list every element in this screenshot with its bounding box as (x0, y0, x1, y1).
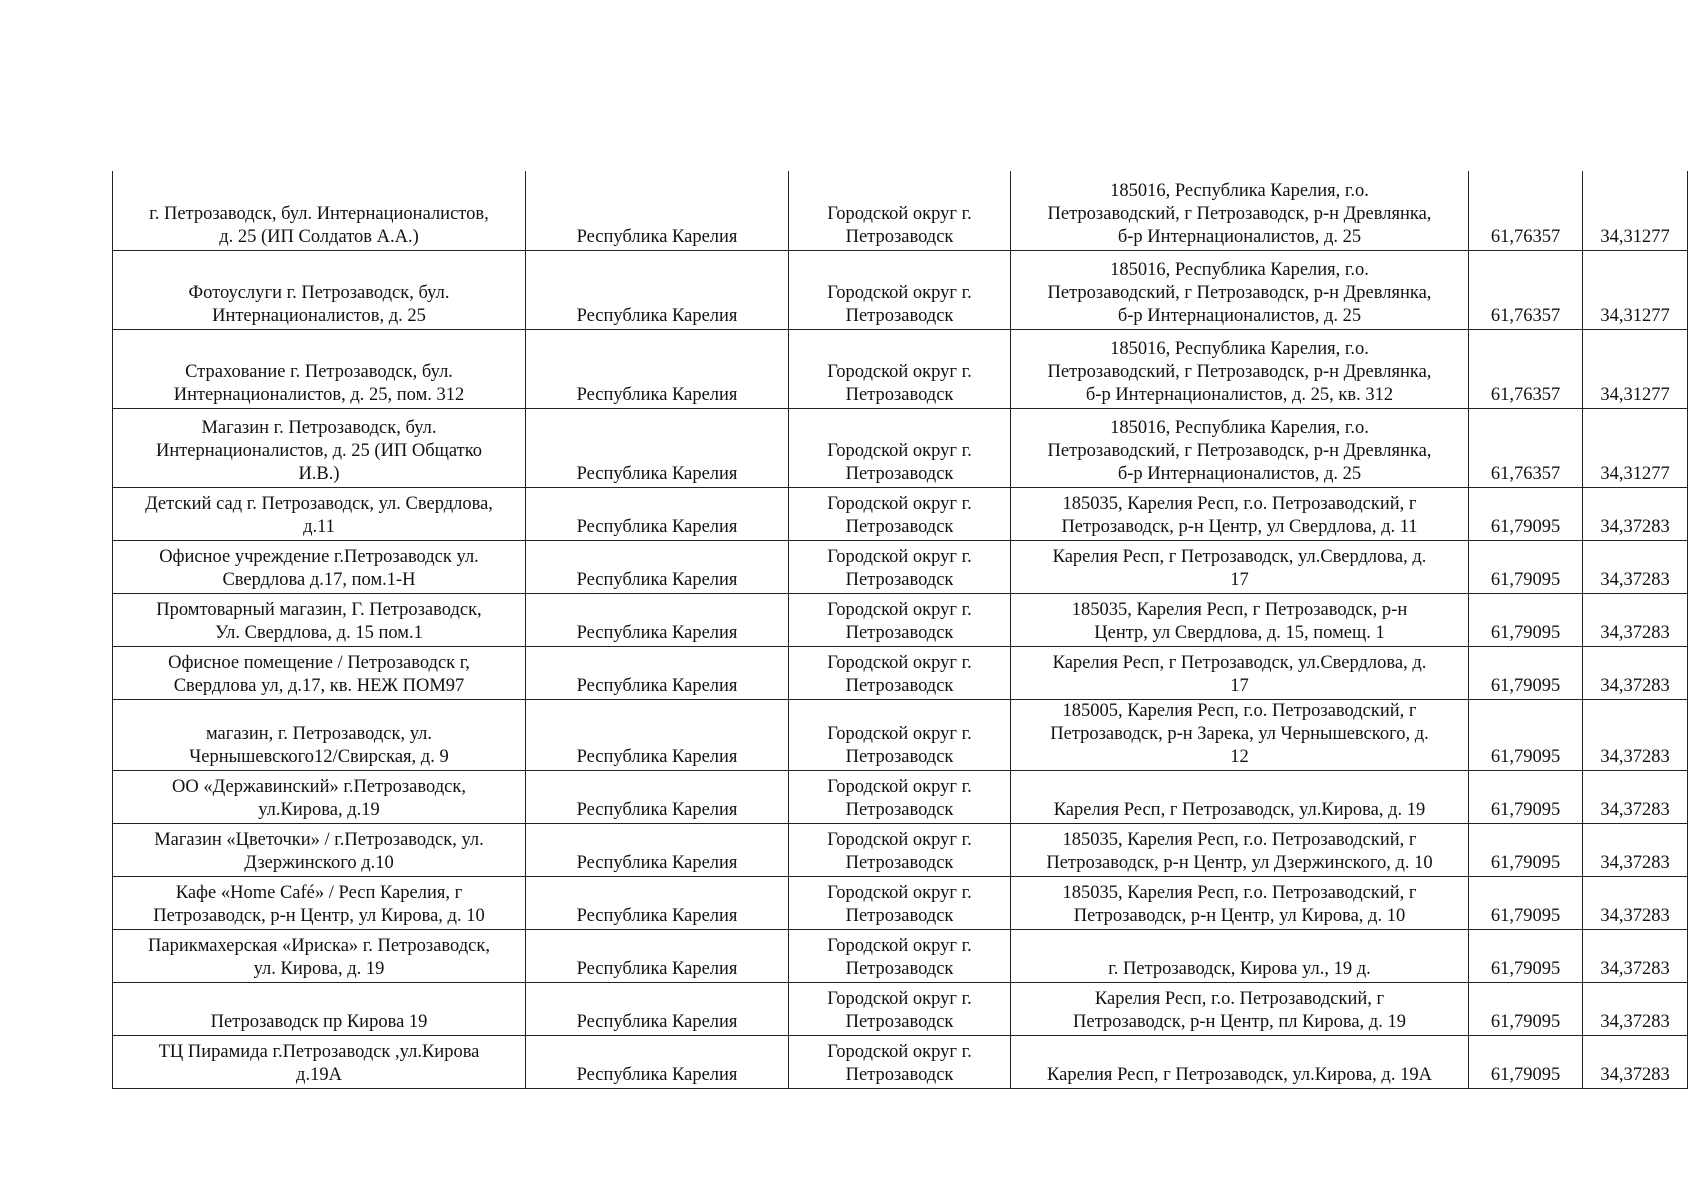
address-line: Петрозаводский, г Петрозаводск, р-н Древлянка, (1047, 203, 1432, 224)
object-name-line: д.19А (296, 1064, 342, 1085)
object-name-line: ТЦ Пирамида г.Петрозаводск ,ул.Кирова (158, 1041, 480, 1062)
longitude-cell: 34,37283 (1583, 646, 1688, 699)
address-line: Петрозаводский, г Петрозаводск, р-н Древлянка, (1047, 440, 1432, 461)
table-row (113, 1035, 1688, 1088)
district-line: Петрозаводск (845, 622, 954, 643)
region-line: Республика Карелия (576, 622, 738, 643)
latitude-cell: 61,79095 (1469, 929, 1583, 982)
district-cell (789, 646, 1011, 699)
longitude-cell: 34,37283 (1583, 982, 1688, 1035)
district-cell (789, 699, 1011, 770)
object-name-line: г. Петрозаводск, бул. Интернационалистов, (149, 203, 489, 224)
address-line: Петрозаводск, р-н Центр, ул Кирова, д. 10 (1073, 905, 1406, 926)
object-name-line: Ул. Свердлова, д. 15 пом.1 (215, 622, 423, 643)
address-cell (1011, 487, 1469, 540)
address-line: Петрозаводск, р-н Центр, пл Кирова, д. 19 (1073, 1011, 1406, 1032)
object-name-line: Свердлова ул, д.17, кв. НЕЖ ПОМ97 (173, 675, 465, 696)
district-line: Петрозаводск (845, 958, 954, 979)
district-line: Петрозаводск (845, 305, 954, 326)
region-line: Республика Карелия (576, 1011, 738, 1032)
district-line: Городской округ г. (827, 652, 972, 673)
address-line: 185016, Республика Карелия, г.о. (1110, 259, 1369, 280)
latitude-cell: 61,79095 (1469, 646, 1583, 699)
address-line: 185035, Карелия Респ, г Петрозаводск, р-н (1071, 599, 1408, 620)
address-line: 185016, Республика Карелия, г.о. (1110, 180, 1369, 201)
latitude-cell: 61,79095 (1469, 770, 1583, 823)
district-cell (789, 329, 1011, 408)
region-cell (526, 770, 789, 823)
address-cell (1011, 250, 1469, 329)
address-cell (1011, 823, 1469, 876)
latitude-cell: 61,79095 (1469, 487, 1583, 540)
district-line: Петрозаводск (845, 463, 954, 484)
address-line: б-р Интернационалистов, д. 25 (1117, 305, 1362, 326)
address-cell (1011, 876, 1469, 929)
address-line: Карелия Респ, г Петрозаводск, ул.Кирова, д. 19 (1053, 799, 1426, 820)
address-cell (1011, 982, 1469, 1035)
object-name-cell (113, 408, 526, 487)
table-body (113, 171, 1688, 1088)
address-line: 17 (1230, 569, 1249, 590)
district-cell (789, 540, 1011, 593)
district-line: Петрозаводск (845, 516, 954, 537)
region-line: Республика Карелия (576, 905, 738, 926)
object-name-line: Магазин «Цветочки» / г.Петрозаводск, ул. (154, 829, 484, 850)
latitude-cell: 61,79095 (1469, 982, 1583, 1035)
latitude-cell: 61,76357 (1469, 329, 1583, 408)
region-line: Республика Карелия (576, 305, 738, 326)
district-line: Петрозаводск (845, 799, 954, 820)
latitude-cell: 61,79095 (1469, 540, 1583, 593)
address-line: 185016, Республика Карелия, г.о. (1110, 417, 1369, 438)
region-line: Республика Карелия (576, 958, 738, 979)
address-line: Петрозаводск, р-н Центр, ул Свердлова, д. 11 (1061, 516, 1418, 537)
object-name-cell (113, 171, 526, 250)
region-cell (526, 593, 789, 646)
table-row (113, 540, 1688, 593)
region-cell (526, 408, 789, 487)
district-cell (789, 1035, 1011, 1088)
object-name-line: И.В.) (298, 463, 340, 484)
table-row (113, 646, 1688, 699)
district-line: Петрозаводск (845, 852, 954, 873)
district-line: Городской округ г. (827, 493, 972, 514)
object-name-line: д. 25 (ИП Солдатов А.А.) (219, 226, 419, 247)
district-cell (789, 929, 1011, 982)
address-cell (1011, 593, 1469, 646)
address-line: Карелия Респ, г Петрозаводск, ул.Кирова, д. 19А (1047, 1064, 1432, 1085)
object-name-cell (113, 250, 526, 329)
district-line: Городской округ г. (827, 1041, 972, 1062)
region-line: Республика Карелия (576, 226, 738, 247)
address-line: 185005, Карелия Респ, г.о. Петрозаводский, г (1062, 700, 1417, 721)
longitude-cell: 34,37283 (1583, 929, 1688, 982)
address-line: 12 (1230, 746, 1249, 767)
longitude-cell: 34,37283 (1583, 699, 1688, 770)
table-row (113, 329, 1688, 408)
address-line: 185035, Карелия Респ, г.о. Петрозаводский, г (1062, 829, 1417, 850)
address-line: Карелия Респ, г Петрозаводск, ул.Свердлова, д. (1052, 546, 1427, 567)
table-row (113, 593, 1688, 646)
latitude-cell: 61,79095 (1469, 876, 1583, 929)
longitude-cell: 34,37283 (1583, 876, 1688, 929)
district-line: Городской округ г. (827, 829, 972, 850)
longitude-cell: 34,37283 (1583, 540, 1688, 593)
district-line: Городской округ г. (827, 440, 972, 461)
object-name-cell (113, 823, 526, 876)
district-cell (789, 770, 1011, 823)
address-line: Петрозаводский, г Петрозаводск, р-н Древлянка, (1047, 282, 1432, 303)
table-row (113, 487, 1688, 540)
longitude-cell: 34,37283 (1583, 593, 1688, 646)
object-name-line: Детский сад г. Петрозаводск, ул. Свердлова, (145, 493, 493, 514)
address-line: Петрозаводск, р-н Центр, ул Дзержинского, д. 10 (1046, 852, 1433, 873)
region-line: Республика Карелия (576, 569, 738, 590)
object-name-cell (113, 770, 526, 823)
district-cell (789, 487, 1011, 540)
address-line: 185035, Карелия Респ, г.о. Петрозаводский, г (1062, 882, 1417, 903)
longitude-cell: 34,31277 (1583, 408, 1688, 487)
address-cell (1011, 408, 1469, 487)
address-cell (1011, 770, 1469, 823)
latitude-cell: 61,76357 (1469, 408, 1583, 487)
district-line: Петрозаводск (845, 384, 954, 405)
object-name-line: Промтоварный магазин, Г. Петрозаводск, (156, 599, 482, 620)
district-cell (789, 250, 1011, 329)
longitude-cell: 34,31277 (1583, 250, 1688, 329)
region-line: Республика Карелия (576, 516, 738, 537)
table-row (113, 408, 1688, 487)
table-row (113, 250, 1688, 329)
object-name-line: Петрозаводск пр Кирова 19 (210, 1011, 428, 1032)
latitude-cell: 61,76357 (1469, 171, 1583, 250)
object-name-line: Интернационалистов, д. 25 (ИП Общатко (155, 440, 483, 461)
object-name-cell (113, 699, 526, 770)
object-name-line: Кафе «Home Café» / Респ Карелия, г (175, 882, 463, 903)
region-cell (526, 540, 789, 593)
region-line: Республика Карелия (576, 799, 738, 820)
object-name-line: д.11 (303, 516, 335, 537)
address-line: 185016, Республика Карелия, г.о. (1110, 338, 1369, 359)
region-cell (526, 646, 789, 699)
district-cell (789, 876, 1011, 929)
object-name-line: Интернационалистов, д. 25 (212, 305, 426, 326)
district-cell (789, 982, 1011, 1035)
object-name-line: Страхование г. Петрозаводск, бул. (185, 361, 453, 382)
region-line: Республика Карелия (576, 463, 738, 484)
address-line: г. Петрозаводск, Кирова ул., 19 д. (1108, 958, 1371, 979)
object-name-cell (113, 646, 526, 699)
district-line: Городской округ г. (827, 776, 972, 797)
object-name-line: Магазин г. Петрозаводск, бул. (201, 417, 437, 438)
object-name-cell (113, 982, 526, 1035)
longitude-cell: 34,31277 (1583, 171, 1688, 250)
address-line: б-р Интернационалистов, д. 25 (1117, 226, 1362, 247)
address-cell (1011, 171, 1469, 250)
table-row (113, 770, 1688, 823)
region-cell (526, 929, 789, 982)
object-name-cell (113, 929, 526, 982)
object-name-cell (113, 876, 526, 929)
address-line: б-р Интернационалистов, д. 25 (1117, 463, 1362, 484)
region-line: Республика Карелия (576, 1064, 738, 1085)
region-cell (526, 250, 789, 329)
region-cell (526, 487, 789, 540)
table-row (113, 171, 1688, 250)
longitude-cell: 34,37283 (1583, 823, 1688, 876)
latitude-cell: 61,79095 (1469, 699, 1583, 770)
region-line: Республика Карелия (576, 384, 738, 405)
district-line: Городской округ г. (827, 203, 972, 224)
longitude-cell: 34,31277 (1583, 329, 1688, 408)
address-line: Петрозаводск, р-н Зарека, ул Чернышевского, д. (1050, 723, 1429, 744)
address-line: Карелия Респ, г Петрозаводск, ул.Свердлова, д. (1052, 652, 1427, 673)
district-cell (789, 593, 1011, 646)
region-cell (526, 1035, 789, 1088)
district-line: Городской округ г. (827, 882, 972, 903)
district-line: Городской округ г. (827, 599, 972, 620)
object-name-line: ул. Кирова, д. 19 (253, 958, 385, 979)
object-name-cell (113, 540, 526, 593)
object-name-line: магазин, г. Петрозаводск, ул. (205, 723, 433, 744)
address-cell (1011, 540, 1469, 593)
object-name-line: Офисное помещение / Петрозаводск г, (168, 652, 470, 673)
table-row (113, 982, 1688, 1035)
table-row (113, 823, 1688, 876)
district-line: Городской округ г. (827, 988, 972, 1009)
address-line: б-р Интернационалистов, д. 25, кв. 312 (1085, 384, 1394, 405)
region-line: Республика Карелия (576, 746, 738, 767)
object-name-cell (113, 593, 526, 646)
table-row (113, 699, 1688, 770)
region-line: Республика Карелия (576, 675, 738, 696)
object-name-line: Дзержинского д.10 (244, 852, 394, 873)
district-line: Городской округ г. (827, 935, 972, 956)
district-line: Петрозаводск (845, 226, 954, 247)
district-cell (789, 171, 1011, 250)
object-name-line: ОО «Державинский» г.Петрозаводск, (172, 776, 466, 797)
object-name-cell (113, 1035, 526, 1088)
address-cell (1011, 699, 1469, 770)
latitude-cell: 61,79095 (1469, 823, 1583, 876)
object-name-line: Свердлова д.17, пом.1-Н (222, 569, 416, 590)
district-line: Петрозаводск (845, 1011, 954, 1032)
address-cell (1011, 1035, 1469, 1088)
address-line: 17 (1230, 675, 1249, 696)
district-line: Городской округ г. (827, 546, 972, 567)
district-line: Городской округ г. (827, 361, 972, 382)
district-line: Петрозаводск (845, 905, 954, 926)
region-cell (526, 982, 789, 1035)
longitude-cell: 34,37283 (1583, 770, 1688, 823)
object-name-cell (113, 329, 526, 408)
address-cell (1011, 929, 1469, 982)
region-cell (526, 329, 789, 408)
district-line: Городской округ г. (827, 282, 972, 303)
object-name-line: ул.Кирова, д.19 (258, 799, 380, 820)
region-cell (526, 876, 789, 929)
district-cell (789, 823, 1011, 876)
region-line: Республика Карелия (576, 852, 738, 873)
region-cell (526, 823, 789, 876)
table-row (113, 876, 1688, 929)
district-line: Петрозаводск (845, 746, 954, 767)
object-name-line: Петрозаводск, р-н Центр, ул Кирова, д. 10 (153, 905, 485, 926)
object-name-line: Фотоуслуги г. Петрозаводск, бул. (188, 282, 450, 303)
table-row (113, 929, 1688, 982)
address-cell (1011, 329, 1469, 408)
address-line: Петрозаводский, г Петрозаводск, р-н Древлянка, (1047, 361, 1432, 382)
locations-table (112, 171, 1688, 1089)
address-line: Карелия Респ, г.о. Петрозаводский, г (1094, 988, 1385, 1009)
object-name-line: Офисное учреждение г.Петрозаводск ул. (159, 546, 479, 567)
district-line: Городской округ г. (827, 723, 972, 744)
object-name-line: Интернационалистов, д. 25, пом. 312 (173, 384, 465, 405)
latitude-cell: 61,76357 (1469, 250, 1583, 329)
longitude-cell: 34,37283 (1583, 487, 1688, 540)
longitude-cell: 34,37283 (1583, 1035, 1688, 1088)
region-cell (526, 699, 789, 770)
object-name-cell (113, 487, 526, 540)
object-name-line: Чернышевского12/Свирская, д. 9 (189, 746, 449, 767)
address-line: 185035, Карелия Респ, г.о. Петрозаводский, г (1062, 493, 1417, 514)
district-cell (789, 408, 1011, 487)
address-cell (1011, 646, 1469, 699)
district-line: Петрозаводск (845, 675, 954, 696)
district-line: Петрозаводск (845, 1064, 954, 1085)
latitude-cell: 61,79095 (1469, 1035, 1583, 1088)
address-line: Центр, ул Свердлова, д. 15, помещ. 1 (1094, 622, 1385, 643)
region-cell (526, 171, 789, 250)
latitude-cell: 61,79095 (1469, 593, 1583, 646)
object-name-line: Парикмахерская «Ириска» г. Петрозаводск, (148, 935, 490, 956)
district-line: Петрозаводск (845, 569, 954, 590)
